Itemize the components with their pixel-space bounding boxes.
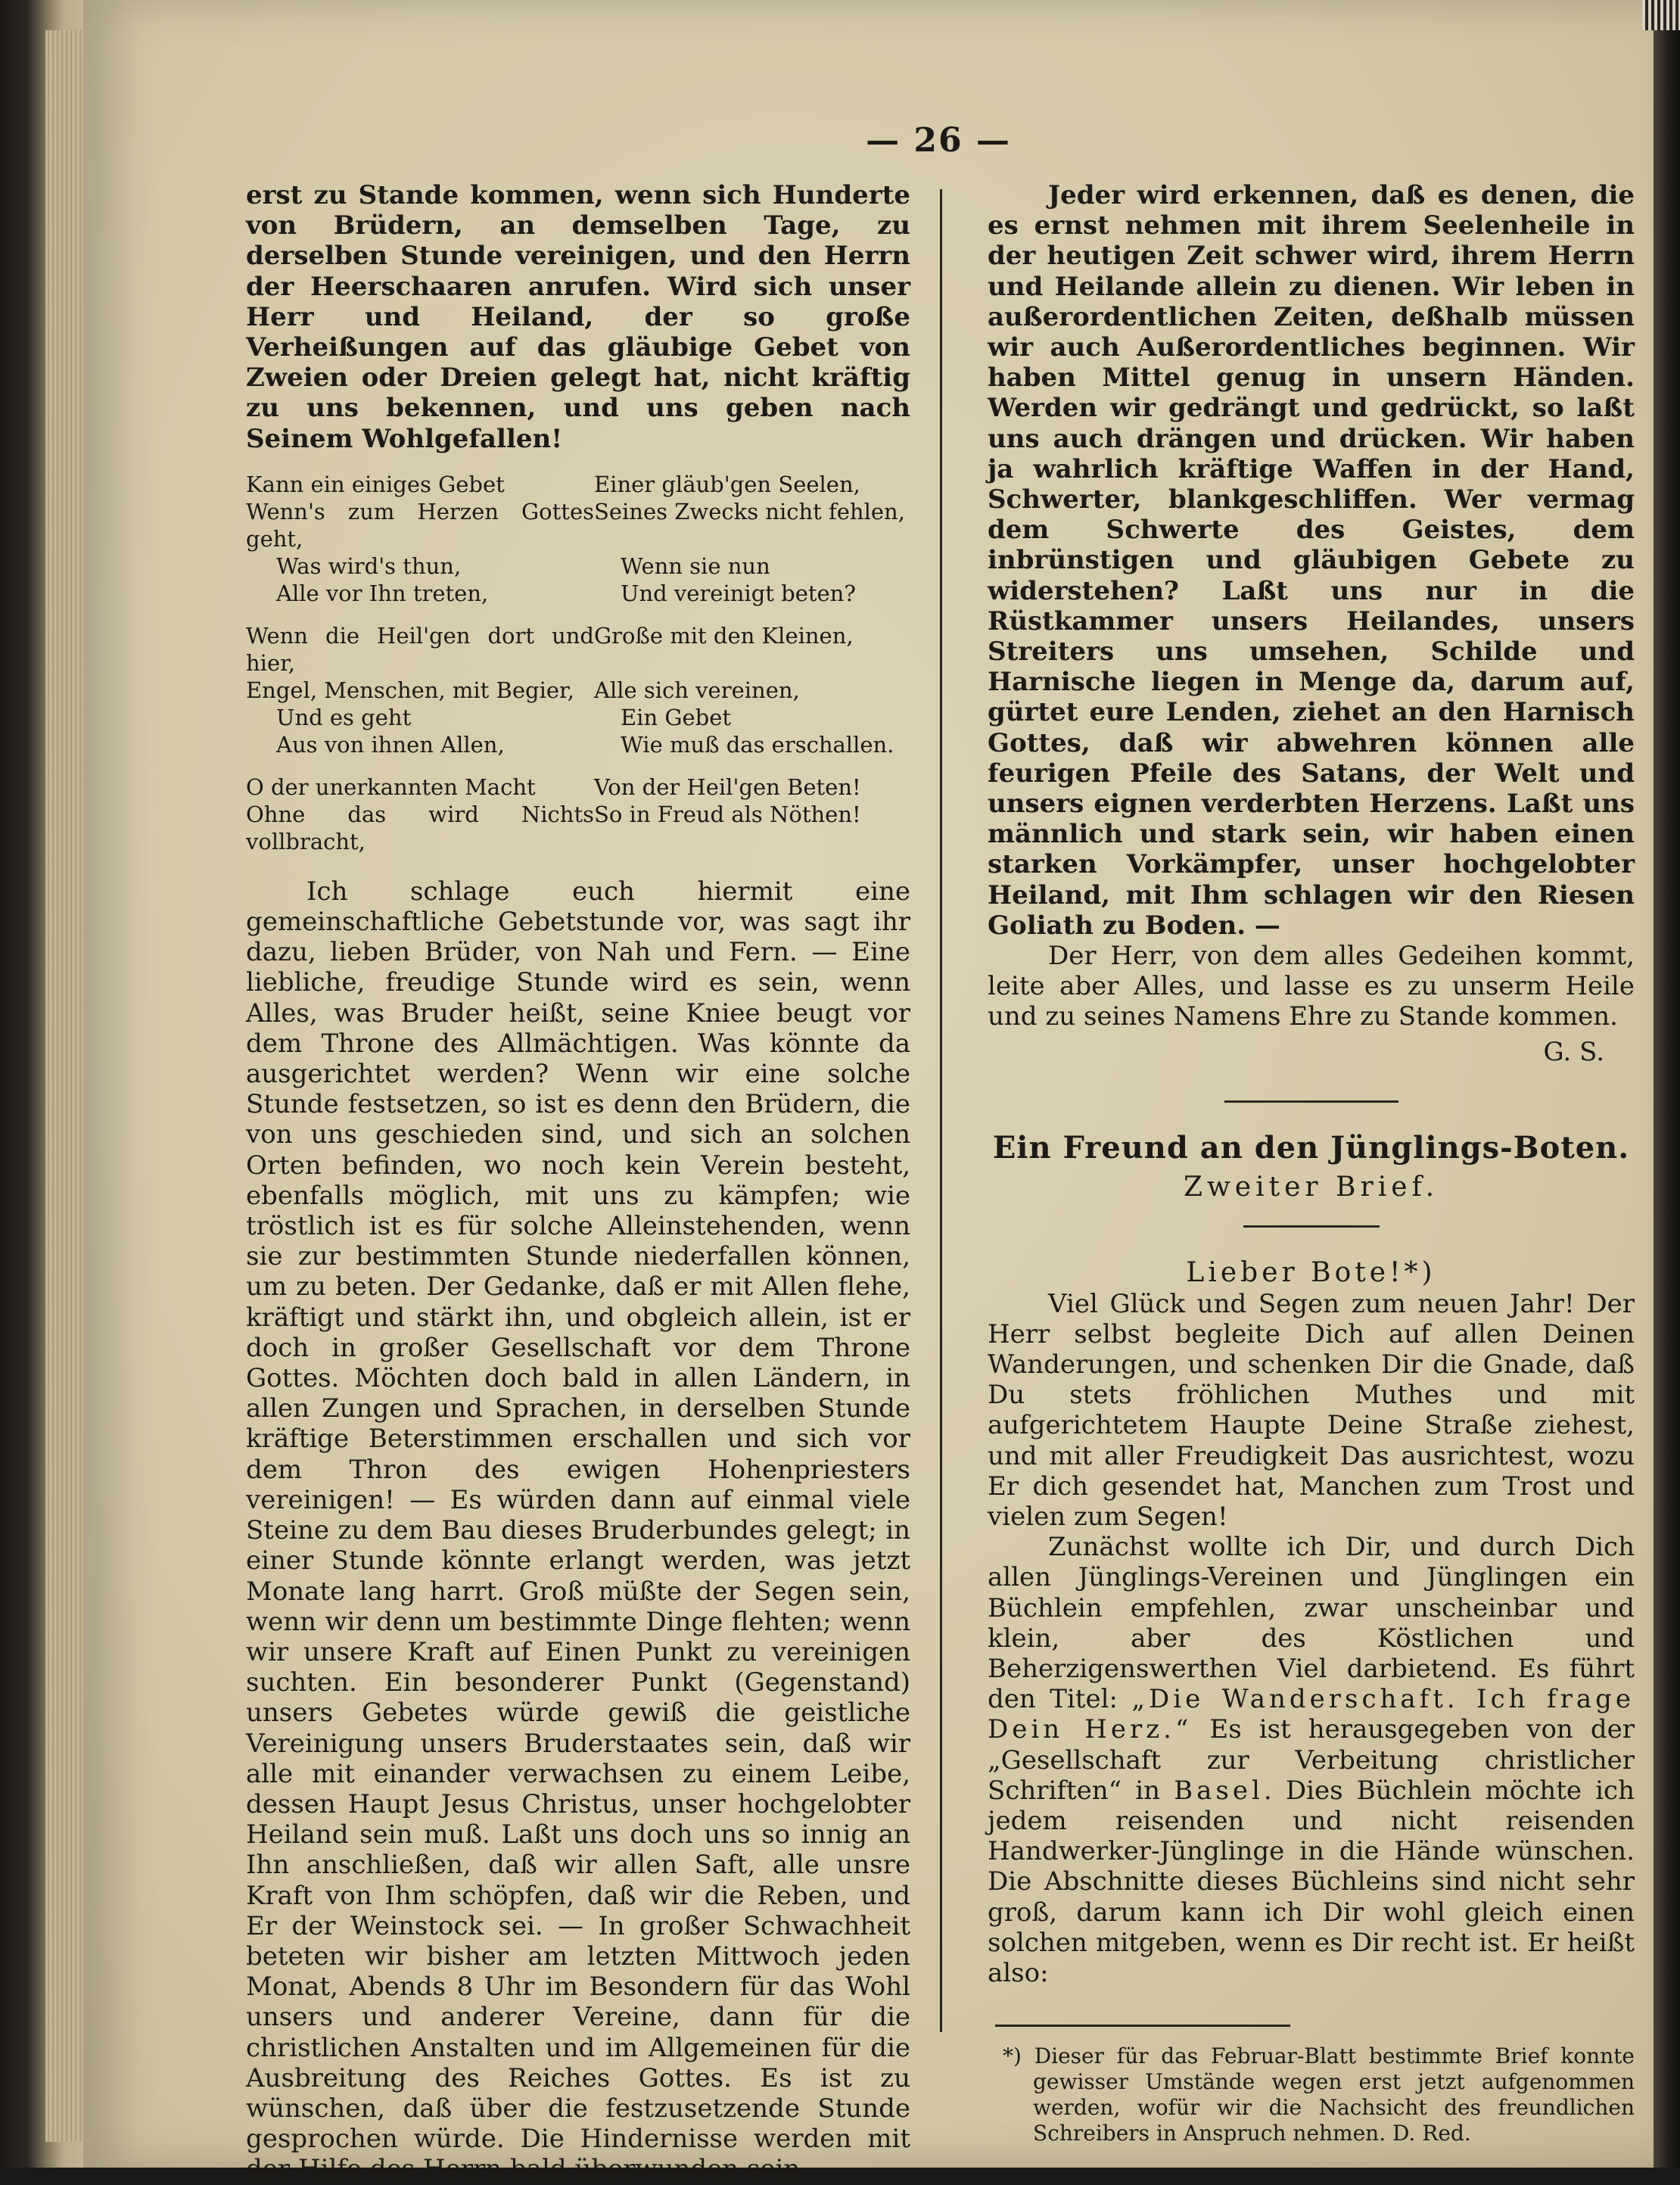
poem-line: Kann ein einiges Gebet Einer gläub'gen Seelen, bbox=[246, 471, 860, 497]
section-divider bbox=[1224, 1100, 1398, 1103]
poem-line: Alle vor Ihn treten, Und vereinigt beten? bbox=[276, 580, 856, 606]
book-title: „Die Wanderschaft. Ich frage Dein Herz.“ bbox=[988, 1684, 1635, 1745]
poem bbox=[246, 471, 910, 855]
footnote: *) Dieser für das Februar-Blatt bestimmte Brief konnte gewisser Umstände wegen erst jetzt aufgenommen werden, wofür wir die Nachsicht des freundlichen Schreibers in Anspruch nehmen. D. Red. bbox=[1003, 2043, 1635, 2146]
book-gutter bbox=[1654, 0, 1680, 2168]
article-title: Ein Freund an den Jünglings-Boten. bbox=[992, 1129, 1630, 1166]
poem-stanza-1 bbox=[246, 471, 910, 607]
poem-line: Ohne das wird Nichts vollbracht, So in Freud als Nöthen! bbox=[246, 801, 861, 854]
letter-salutation: Lieber Bote!*) bbox=[1186, 1257, 1436, 1289]
column-divider bbox=[940, 189, 942, 2032]
left-column bbox=[246, 180, 910, 2185]
poem-stanza-2 bbox=[246, 622, 910, 758]
left-body-paragraph: Ich schlage euch hiermit eine gemeinschaftliche Gebetstunde vor, was sagt ihr dazu, lieben Brüder, von Nah und Fern. — Eine liebliche, freudige Stunde wird es sein, wenn Alles, was Bruder heißt, seine Kniee beugt vor dem Throne des Allmächtigen. Was könnte da ausgerichtet werden? Wenn wir eine solche Stunde festsetzen, so ist es denn den Brüdern, die von uns geschieden sind, und sich an solchen Orten befinden, wo noch kein Verein besteht, ebenfalls möglich, mit uns zu kämpfen; wie tröstlich ist es für solche Alleinstehenden, wenn sie zur bestimmten Stunde niederfallen können, um zu beten. Der Gedanke, daß er mit Allen flehe, kräftigt und stärkt ihn, und obgleich allein, ist er doch in großer Gesellschaft vor dem Throne Gottes. Möchten doch bald in allen Ländern, in allen Zungen und Sprachen, in derselben Stunde kräftige Beterstimmen erschallen und sich vor dem Thron des ewigen Hohenpriesters vereinigen! — Es würden dann auf einmal viele Steine zu dem Bau dieses Bruderbundes gelegt; in einer Stunde könnte erlangt werden, was jetzt Monate lang harrt. Groß müßte der Segen sein, wenn wir denn um bestimmte Dinge flehten; wenn wir unsere Kraft auf Einen Punkt zu vereinigen suchten. Ein besonderer Punkt (Gegenstand) unsers Gebetes würde gewiß die geistliche Vereinigung unsers Bruderstaates sein, daß wir alle mit einander verwachsen zu einem Leibe, dessen Haupt Jesus Christus, unser hochgelobter Heiland sein muß. Laßt uns doch uns so innig an Ihn anschließen, daß wir allen Saft, alle unsre Kraft von Ihm schöpfen, daß wir die Reben, und Er der Weinstock sei. — In großer Schwachheit beteten wir bisher am letzten Mittwoch jeden Monat, Abends 8 Uhr im Besondern für das Wohl unsers und anderer Vereine, dann für die christlichen Anstalten und im Allgemeinen für die Ausbreitung des Reiches Gottes. Es ist zu wünschen, daß über die festzusetzende Stunde gesprochen würde. Die Hindernisse werden mit der Hilfe des Herrn bald überwunden sein. bbox=[246, 876, 910, 2185]
place-name: Basel bbox=[1174, 1775, 1264, 1806]
page-number: — 26 — bbox=[866, 121, 1011, 160]
poem-line: Wenn's zum Herzen Gottes geht, Seines Zwecks nicht fehlen, bbox=[246, 498, 905, 552]
title-divider bbox=[1243, 1225, 1380, 1228]
poem-line: Wenn die Heil'gen dort und hier, Große mit den Kleinen, bbox=[246, 622, 854, 676]
poem-line: Und es geht Ein Gebet bbox=[276, 704, 732, 730]
poem-line: O der unerkannten Macht Von der Heil'gen Beten! bbox=[246, 773, 861, 800]
right-paragraph-2: Der Herr, von dem alles Gedeihen kommt, leite aber Alles, und lasse es zu unserm Heile und zu seines Namens Ehre zu Stande kommen. bbox=[988, 941, 1635, 1032]
poem-line: Was wird's thun, Wenn sie nun bbox=[276, 552, 770, 579]
author-signature: G. S. bbox=[1543, 1036, 1604, 1067]
right-paragraph-1: Jeder wird erkennen, daß es denen, die es ernst nehmen mit ihrem Seelenheile in der heutigen Zeit schwer wird, ihrem Herrn und Heilande allein zu dienen. Wir leben in außerordentlichen Zeiten, deßhalb müssen wir auch Außerordentliches beginnen. Wir haben Mittel genug in unsern Händen. Werden wir gedrängt und gedrückt, so laßt uns auch drängen und drücken. Wir haben ja wahrlich kräftige Waffen in der Hand, Schwerter, blankgeschliffen. Wer vermag dem Schwerte des Geistes, dem inbrünstigen und gläubigen Gebete zu widerstehen? Laßt uns nur in die Rüstkammer unsers Heilandes, unsers Streiters uns umsehen, Schilde und Harnische liegen in Menge da, darum auf, gürtet eure Lenden, ziehet an den Harnisch Gottes, daß wir abwehren können alle feurigen Pfeile des Satans, der Welt und unsers eignen verderbten Herzens. Laßt uns männlich und stark sein, wir haben einen starken Vorkämpfer, unser hochgelobter Heiland, mit Ihm schlagen wir den Riesen Goliath zu Boden. — bbox=[988, 180, 1635, 941]
poem-stanza-3 bbox=[246, 773, 910, 855]
poem-line: Engel, Menschen, mit Begier, Alle sich vereinen, bbox=[246, 677, 800, 703]
letter-paragraph-2: Zunächst wollte ich Dir, und durch Dich allen Jünglings-Vereinen und Jünglingen ein Büchlein empfehlen, zwar unscheinbar und klein, aber des Köstlichen und Beherzigenswerthen Viel darbietend. Es führt den Titel: „Die Wanderschaft. Ich frage Dein Herz.“ Es ist herausgegeben von der „Gesellschaft zur Verbeitung christlicher Schriften“ in Basel. Dies Büchlein möchte ich jedem reisenden und nicht reisenden Handwerker-Jünglinge in die Hände wünschen. Die Abschnitte dieses Büchleins sind nicht sehr groß, darum kann ich Dir wohl gleich einen solchen mitgeben, wenn es Dir recht ist. Er heißt also: bbox=[988, 1532, 1635, 1988]
left-intro-paragraph: erst zu Stande kommen, wenn sich Hunderte von Brüdern, an demselben Tage, zu derselben Stunde vereinigen, und den Herrn der Heerschaaren anrufen. Wird sich unser Herr und Heiland, der so große Verheißungen auf das gläubige Gebet von Zweien oder Dreien gelegt hat, nicht kräftig zu uns bekennen, und uns geben nach Seinem Wohlgefallen! bbox=[246, 180, 910, 454]
letter-paragraph-1: Viel Glück und Segen zum neuen Jahr! Der Herr selbst begleite Dich auf allen Deinen Wanderungen, und schenken Dir die Gnade, daß Du stets fröhlichen Muthes und mit aufgerichtetem Haupte Deine Straße ziehest, und mit aller Freudigkeit Das ausrichtest, wozu Er dich gesendet hat, Manchen zum Trost und vielen zum Segen! bbox=[988, 1288, 1635, 1532]
article-subtitle: Zweiter Brief. bbox=[1183, 1172, 1439, 1203]
binding-stitch bbox=[1642, 0, 1680, 30]
footnote-divider bbox=[995, 2025, 1290, 2027]
right-column bbox=[988, 180, 1635, 2146]
poem-line: Aus von ihnen Allen, Wie muß das erschallen. bbox=[276, 731, 894, 758]
